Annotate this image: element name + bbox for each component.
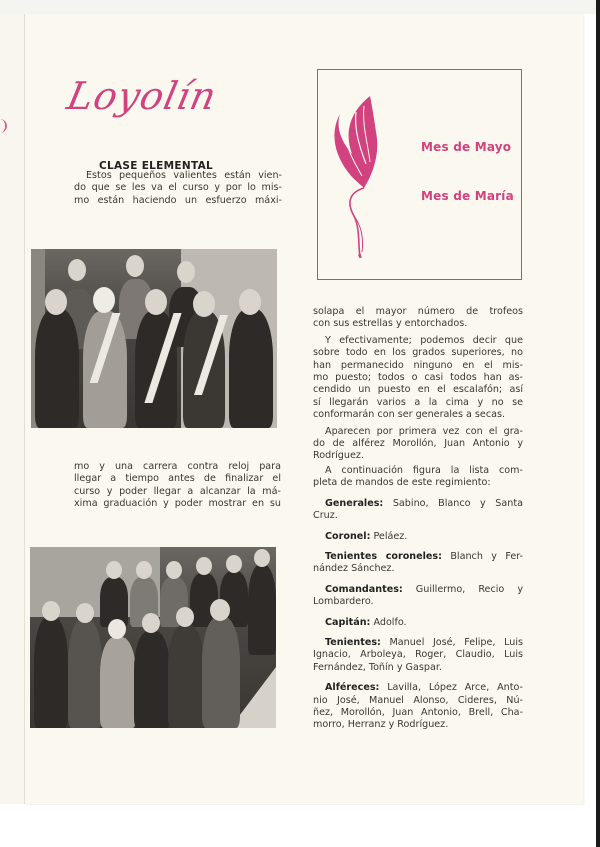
text-line: han permanecido ninguno en el mis-	[313, 359, 523, 371]
right-column	[313, 306, 523, 732]
text-line: do de alférez Morollón, Juan Antonio y	[313, 438, 523, 450]
mes-de-maria-label: Mes de María	[421, 189, 514, 203]
rank-capitan	[313, 617, 523, 629]
flame-lily-icon	[330, 92, 390, 262]
pink-stroke-fragment	[0, 119, 7, 133]
text-line: Cruz.	[313, 510, 338, 522]
rank-names: Blanch y Fer-	[441, 550, 524, 562]
text-line: mo y una carrera contra reloj para	[74, 461, 281, 472]
rank-names: Peláez.	[370, 530, 408, 542]
rank-label: Capitán:	[325, 616, 371, 628]
rank-tenientes-coroneles	[313, 551, 523, 563]
text-line: llegar a tiempo antes de finalizar el	[74, 473, 281, 485]
rank-names: Sabino, Blanco y Santa	[383, 497, 523, 509]
text-line: Y efectivamente; podemos decir que	[325, 334, 523, 346]
continuation-paragraph	[74, 461, 281, 511]
mes-de-mayo-label: Mes de Mayo	[421, 140, 512, 154]
text-line: Ignacio, Arboleya, Roger, Claudio, Luis	[313, 649, 523, 661]
text-line: Rodríguez.	[313, 450, 364, 462]
rank-label: Generales:	[325, 497, 384, 509]
rank-label: Coronel:	[325, 530, 371, 542]
text-line: nández Sánchez.	[313, 563, 395, 575]
rank-comandantes	[313, 584, 523, 596]
scan-top-edge	[0, 0, 600, 14]
text-line: mo están haciendo un esfuerzo máxi-	[74, 194, 282, 206]
text-line: mo puesto; todos o casi todos han as-	[313, 372, 523, 384]
rank-label: Comandantes:	[325, 583, 403, 595]
rank-names: Manuel José, Felipe, Luis	[380, 636, 523, 648]
text-line: pleta de mandos de este regimiento:	[313, 477, 491, 489]
rank-label: Alféreces:	[325, 682, 380, 694]
intro-paragraph	[74, 170, 282, 207]
text-line: ñez, Morollón, Juan Antonio, Brell, Cha-	[313, 706, 523, 718]
scan-right-edge	[596, 0, 600, 847]
text-line: xima graduación y poder mostrar en su	[74, 498, 281, 510]
mes-de-mayo-box	[317, 69, 522, 280]
rank-label: Tenientes:	[325, 636, 381, 648]
text-line: sí llegarán varios a la cima y no se	[313, 396, 523, 408]
page-title: Loyolín	[63, 74, 221, 118]
rank-names: Adolfo.	[370, 616, 407, 628]
text-line: Lombardero.	[313, 596, 374, 608]
rank-tenientes	[313, 637, 523, 649]
rank-names: Guillermo, Recio y	[402, 583, 523, 595]
text-line: do que se les va el curso y por lo mis-	[74, 182, 282, 194]
text-line: con sus estrellas y entorchados.	[313, 318, 468, 330]
rank-coronel	[313, 531, 523, 543]
rank-names: Lavilla, López Arce, Anto-	[379, 682, 523, 694]
group-photo-1	[31, 249, 277, 428]
rank-label: Tenientes coroneles:	[325, 550, 442, 562]
group-photo-2	[30, 547, 276, 728]
previous-page-edge	[0, 14, 25, 804]
text-line: sobre todo en los grados superiores, no	[313, 347, 523, 359]
text-line: conformarán con ser generales a secas.	[313, 409, 506, 421]
text-line: curso y poder llegar a alcanzar la má-	[74, 485, 281, 497]
text-line: Estos pequeños valientes están vien-	[86, 170, 282, 181]
text-line: solapa el mayor número de trofeos	[313, 306, 523, 317]
rank-alfereces	[313, 682, 523, 694]
text-line: Fernández, Toñín y Gaspar.	[313, 661, 442, 673]
text-line: morro, Herranz y Rodríguez.	[313, 719, 449, 731]
section-heading: CLASE ELEMENTAL	[99, 160, 214, 172]
text-line: nio José, Manuel Alonso, Cideres, Nú-	[313, 694, 523, 706]
text-line: A continuación figura la lista com-	[325, 464, 523, 476]
text-line: Aparecen por primera vez con el gra-	[325, 425, 523, 437]
text-line: cendido un puesto en el escalafón; así	[313, 384, 523, 396]
scan-bottom-margin	[0, 805, 596, 847]
rank-generales	[313, 498, 523, 510]
magazine-page	[25, 14, 583, 804]
